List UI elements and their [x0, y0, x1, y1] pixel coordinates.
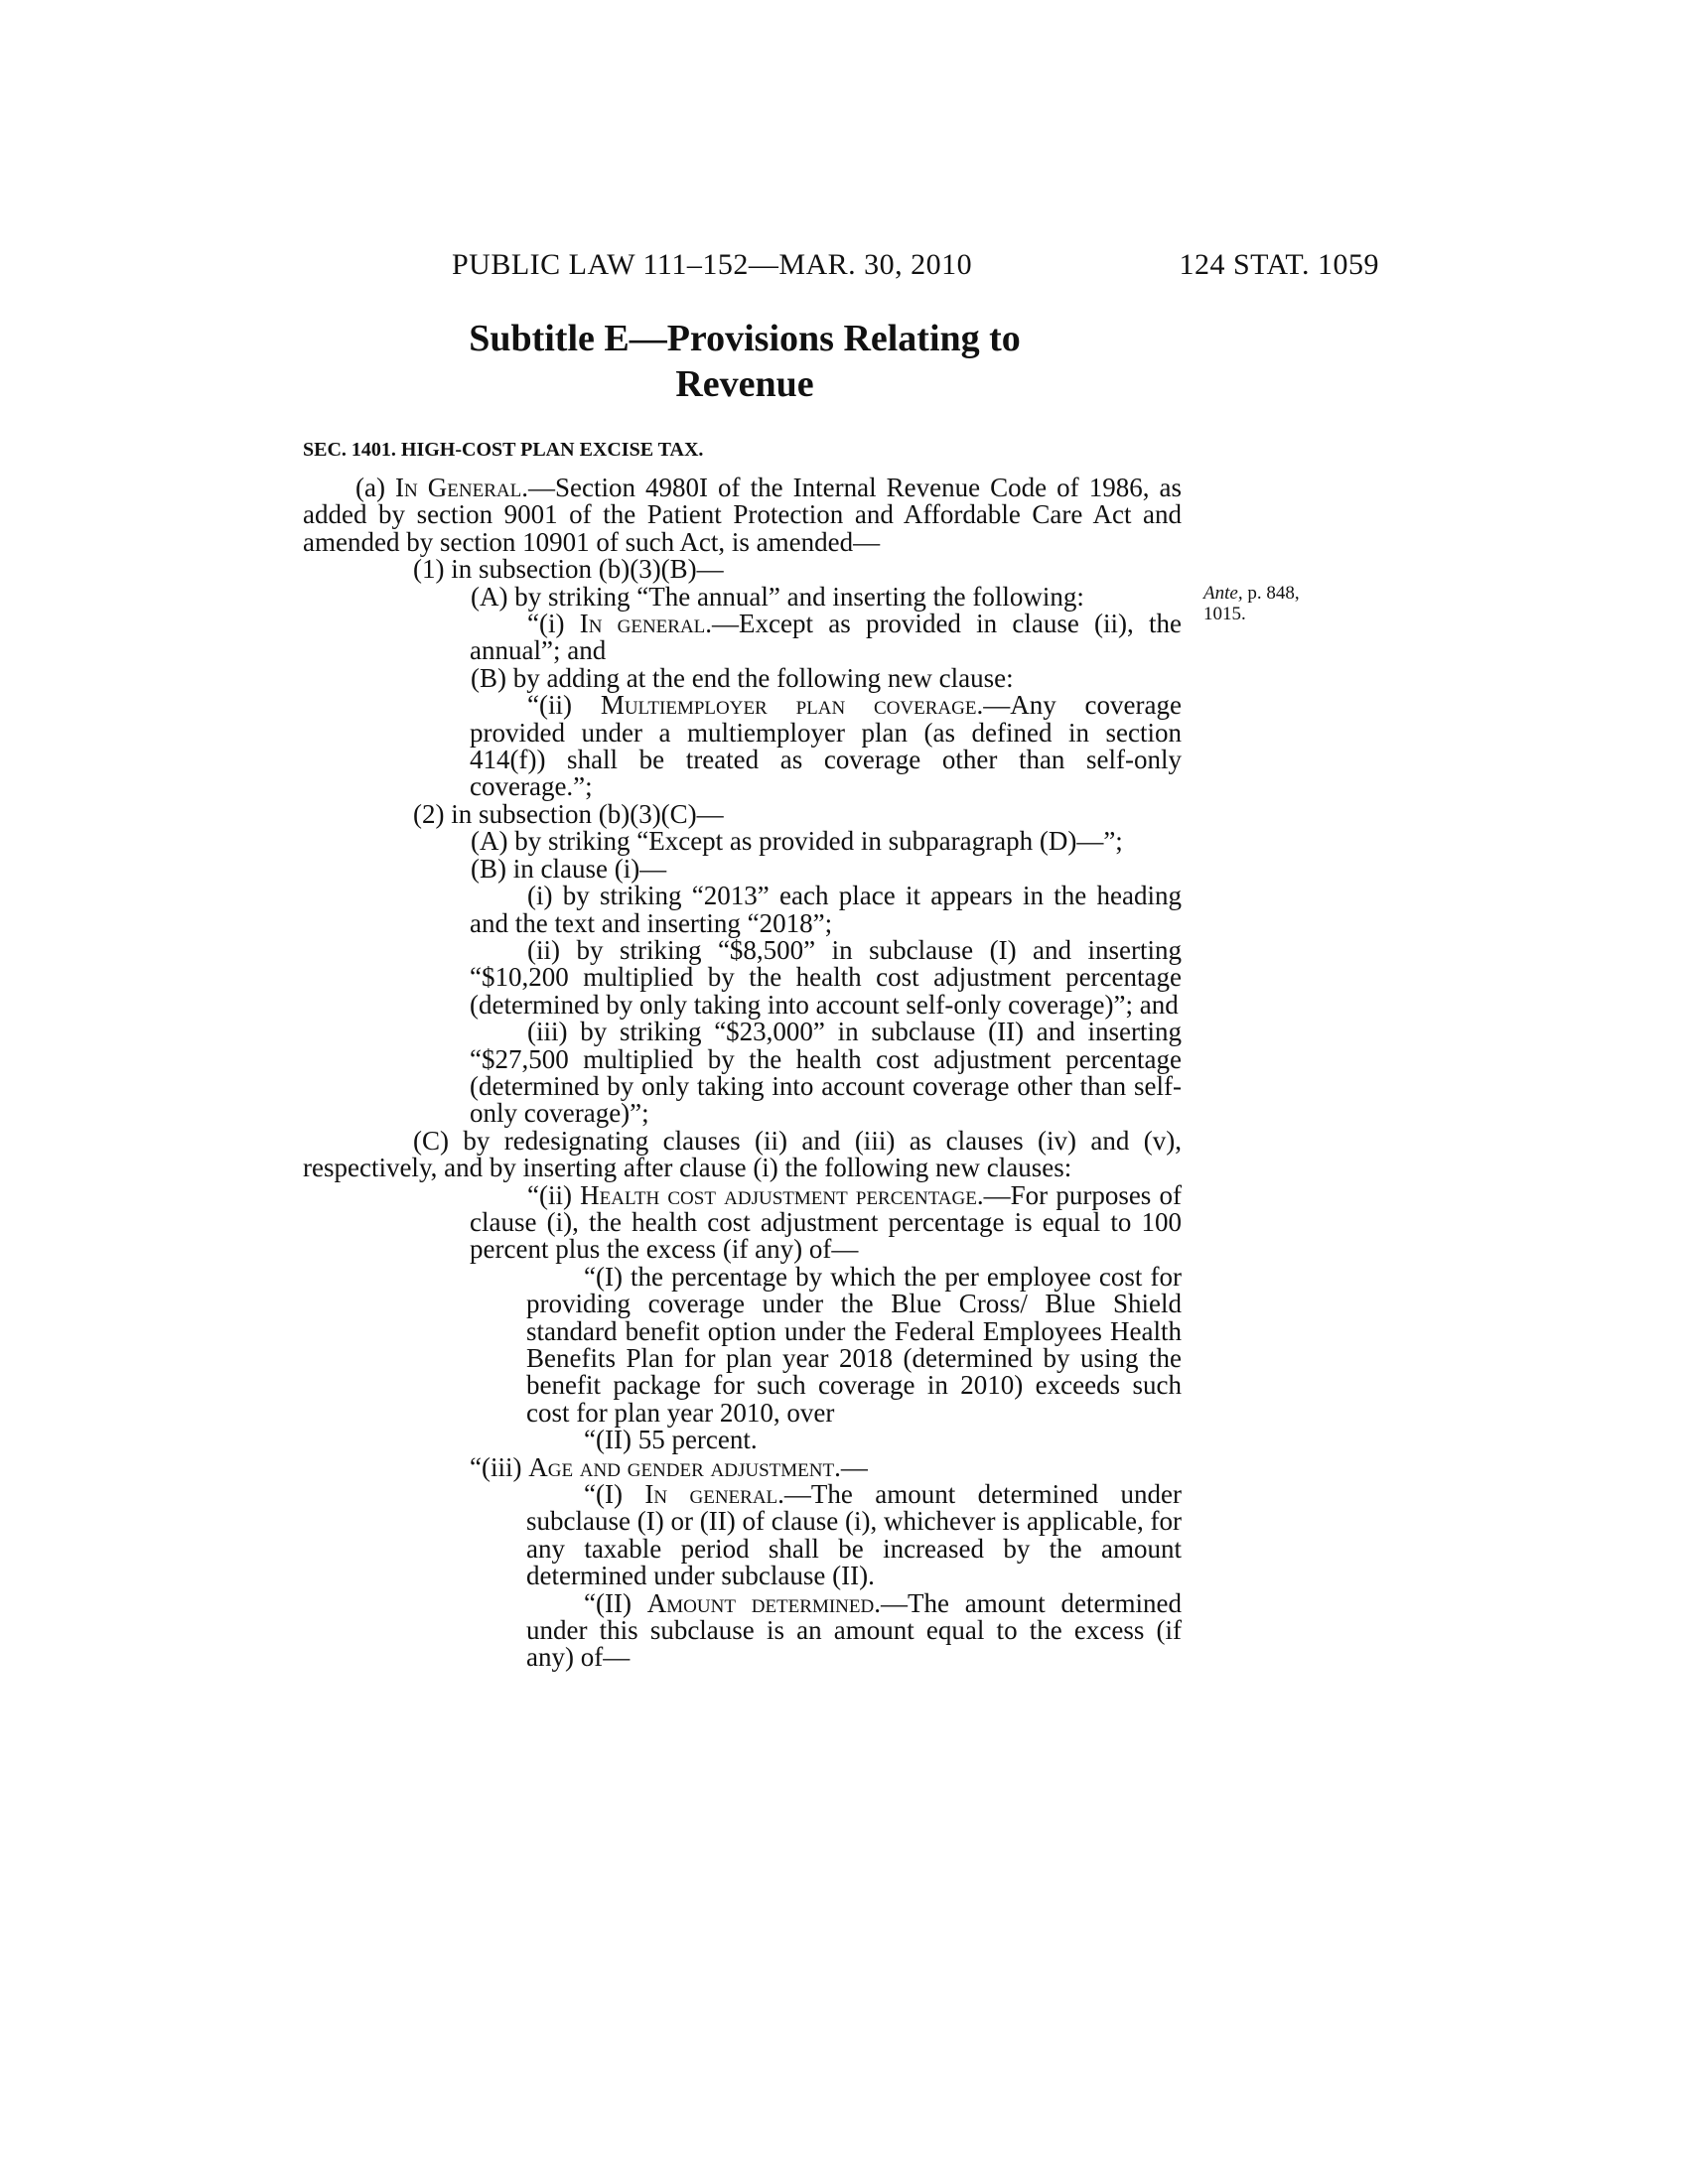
page-header — [452, 248, 1379, 288]
paragraph-1: (1) in subsection (b)(3)(B)— — [413, 554, 724, 585]
subclause-text: .—The amount determined under subclause (I) or (II) of clause (i), whichever is applicable, for any taxable period shall be increased by the amount determined under subclause (II). — [526, 1479, 1183, 1591]
paragraph-2-C-ii — [303, 1179, 1182, 1265]
clause-heading: Age and gender adjustment — [528, 1451, 835, 1482]
subclause-prefix: “(I) — [584, 1479, 645, 1510]
paragraph-2-C: (C) by redesignating clauses (ii) and (iii) as clauses (iv) and (v), respectively, and by inserting after clause (i) the following new clauses: — [303, 1125, 1182, 1183]
clause-heading: Health cost adjustment percentage — [580, 1179, 977, 1210]
clause-text: .—Any coverage provided under a multiemployer plan (as defined in section 414(f)) shall be treated as coverage other than self-only coverage.”; — [470, 690, 1182, 802]
subsection-a — [303, 475, 1182, 556]
clause-heading: In general — [579, 609, 706, 639]
clause-prefix: “(ii) — [527, 1179, 581, 1210]
subtitle-heading — [377, 316, 1112, 407]
subclause-text: .—The amount determined under this subclause is an amount equal to the excess (if any) of— — [526, 1587, 1182, 1673]
subtitle-line-1: Subtitle E—Provisions Relating to — [469, 318, 1021, 359]
subclause-heading: Amount determined — [646, 1587, 875, 1618]
paragraph-1-B-ii — [303, 692, 1182, 801]
subsection-a-prefix: (a) — [355, 473, 396, 502]
section-body — [303, 475, 1182, 1672]
margin-note — [1203, 583, 1300, 624]
subsection-a-heading: In General — [395, 473, 522, 502]
paragraph-2-C-iii-I — [303, 1481, 1182, 1590]
subsection-a-text: .—Section 4980I of the Internal Revenue Code of 1986, as added by section 9001 of the Patient Protection and Affordable Care Act and amended by section 10901 of such Act, is amended— — [303, 473, 1182, 557]
paragraph-2-C-iii-II — [303, 1587, 1182, 1673]
paragraph-2-B-ii: (ii) by striking “$8,500” in subclause (I) and inserting “$10,200 multiplied by the health cost adjustment percentage (determined by only taking into account self-only coverage)”; and — [470, 934, 1182, 1020]
paragraph-2-C-ii-II: “(II) 55 percent. — [584, 1425, 758, 1455]
paragraph-2-B-i: (i) by striking “2013” each place it appears in the heading and the text and inserting “2018”; — [470, 881, 1182, 938]
clause-heading: Multiemployer plan coverage — [600, 690, 977, 721]
paragraph-2: (2) in subsection (b)(3)(C)— — [413, 798, 724, 829]
paragraph-2-B: (B) in clause (i)— — [471, 853, 667, 884]
margin-note-ref-2: 1015. — [1203, 604, 1246, 624]
paragraph-2-B-iii: (iii) by striking “$23,000” in subclause (II) and inserting “$27,500 multiplied by the health cost adjustment percentage (determined by only taking into account coverage other than self-only coverage)”; — [470, 1017, 1182, 1129]
paragraph-1-A-i — [303, 611, 1182, 665]
paragraph-2-C-iii — [303, 1451, 1182, 1482]
paragraph-1-A: (A) by striking “The annual” and inserting the following: — [471, 581, 1084, 612]
paragraph-1-B: (B) by adding at the end the following new clause: — [471, 662, 1014, 693]
clause-prefix: “(i) — [527, 609, 580, 639]
public-law-citation: PUBLIC LAW 111–152—MAR. 30, 2010 — [452, 248, 973, 281]
paragraph-2-C-ii-I: “(I) the percentage by which the per employee cost for providing coverage under the Blue Cross/ Blue Shield standard benefit option under the Federal Employees Health Benefits Plan for plan year 2018 (determined by using the benefit package for such coverage in 2010) exceeds such cost for plan year 2010, over — [526, 1261, 1182, 1428]
statute-page-number: 124 STAT. 1059 — [1179, 248, 1379, 281]
paragraph-2-A: (A) by striking “Except as provided in subparagraph (D)—”; — [471, 826, 1123, 857]
subtitle-line-2: Revenue — [675, 363, 814, 405]
clause-text: .— — [834, 1451, 868, 1482]
clause-text: .—For purposes of clause (i), the health cost adjustment percentage is equal to 100 percent plus the excess (if any) of— — [470, 1179, 1182, 1265]
clause-text: .—Except as provided in clause (ii), the annual”; and — [470, 609, 1182, 666]
clause-prefix: “(iii) — [470, 1451, 529, 1482]
clause-prefix: “(ii) — [527, 690, 601, 721]
margin-note-ante: Ante, — [1203, 583, 1243, 604]
margin-note-ref-1: p. 848, — [1247, 583, 1300, 604]
subclause-heading: In general — [644, 1479, 778, 1510]
margin-note-line-1 — [1203, 583, 1300, 604]
section-heading: SEC. 1401. HIGH-COST PLAN EXCISE TAX. — [303, 439, 704, 461]
subclause-prefix: “(II) — [584, 1587, 647, 1618]
